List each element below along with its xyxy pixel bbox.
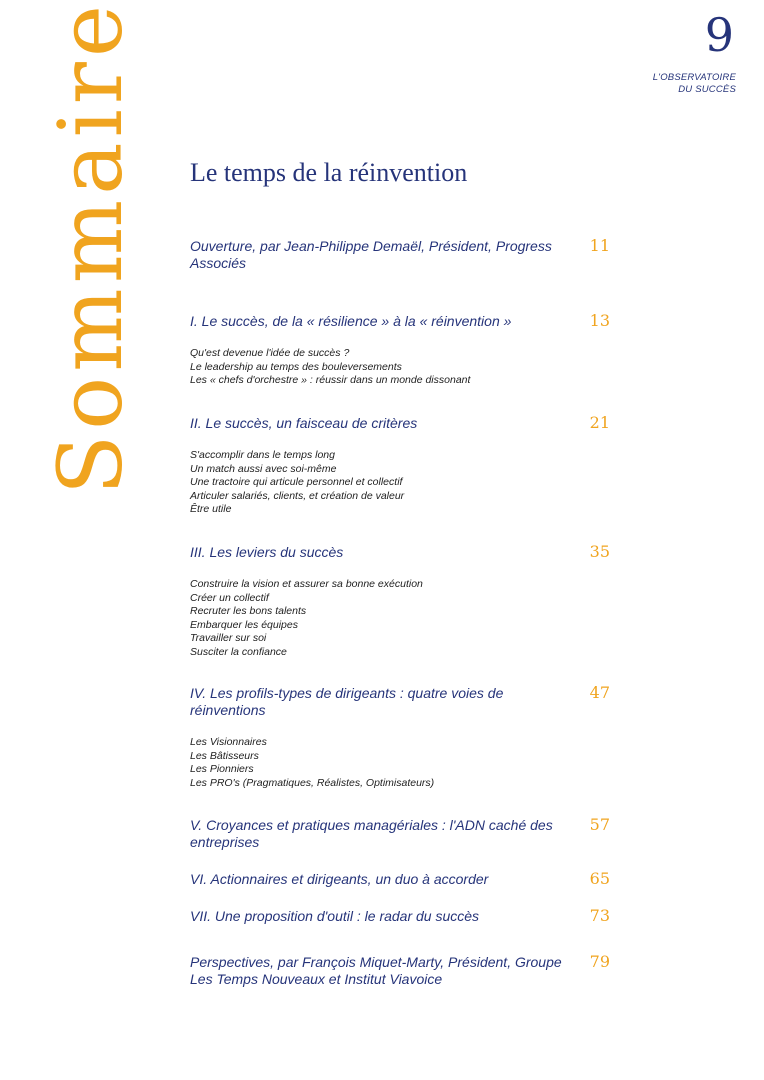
toc-entry-page: 47	[589, 683, 610, 702]
toc-entry-title[interactable]: Perspectives, par François Miquet-Marty, Président, Groupe Les Temps Nouveaux et Institut Viavoice	[190, 954, 562, 987]
toc-subsections	[190, 449, 610, 517]
toc-subsection: Un match aussi avec soi-même	[190, 462, 337, 475]
toc-subsection: Susciter la confiance	[190, 645, 287, 658]
toc-entry-title[interactable]: V. Croyances et pratiques managériales : l'ADN caché des entreprises	[190, 817, 553, 850]
toc-entry[interactable]	[190, 685, 610, 790]
toc-entry-page: 35	[589, 542, 610, 561]
toc-subsection: Être utile	[190, 503, 232, 516]
toc-subsection: Construire la vision et assurer sa bonne exécution	[190, 578, 423, 590]
toc-entry[interactable]	[190, 817, 610, 851]
toc-subsections	[190, 347, 610, 388]
toc-entry-title[interactable]: III. Les leviers du succès	[190, 544, 344, 560]
toc-subsection: Une tractoire qui articule personnel et collectif	[190, 476, 403, 489]
toc-entry-title[interactable]: IV. Les profils-types de dirigeants : quatre voies de réinventions	[190, 685, 504, 718]
toc-subsection: Le leadership au temps des bouleversements	[190, 360, 402, 373]
toc-entry-title[interactable]: I. Le succès, de la « résilience » à la « réinvention »	[190, 313, 512, 329]
toc-entry-page: 57	[589, 815, 610, 834]
toc-subsection: Les PRO's (Pragmatiques, Réalistes, Optimisateurs)	[190, 776, 435, 789]
toc-subsection: Les « chefs d'orchestre » : réussir dans un monde dissonant	[190, 374, 471, 387]
main-title: Le temps de la réinvention	[190, 158, 468, 187]
toc-subsection: Travailler sur soi	[190, 632, 267, 645]
toc-entry[interactable]	[190, 313, 610, 388]
toc-entry-title[interactable]: Ouverture, par Jean-Philippe Demaël, Président, Progress Associés	[190, 238, 552, 271]
toc-entry[interactable]	[190, 908, 610, 925]
toc-entry-page: 65	[589, 869, 610, 888]
toc-subsections	[190, 736, 610, 790]
toc-subsection: Articuler salariés, clients, et création de valeur	[190, 489, 405, 502]
toc-subsection: S'accomplir dans le temps long	[190, 449, 335, 461]
toc-subsection: Créer un collectif	[190, 591, 269, 604]
brand-line-2: DU SUCCÈS	[678, 84, 736, 95]
side-title: Sommaire	[39, 0, 142, 495]
toc-subsection: Les Visionnaires	[190, 736, 267, 748]
toc-entry-page: 21	[589, 413, 610, 432]
toc-subsection: Qu'est devenue l'idée de succès ?	[190, 347, 350, 359]
brand-label	[653, 72, 736, 96]
toc-subsection: Embarquer les équipes	[190, 618, 298, 631]
brand-line-1: L'OBSERVATOIRE	[652, 72, 736, 83]
toc-subsection: Les Pionniers	[190, 763, 254, 776]
toc-entry[interactable]	[190, 415, 610, 517]
toc-entry-title[interactable]: VI. Actionnaires et dirigeants, un duo à accorder	[190, 871, 489, 887]
toc-entry-page: 79	[589, 952, 610, 971]
toc-entry[interactable]	[190, 238, 610, 272]
toc-subsection: Recruter les bons talents	[190, 605, 307, 618]
toc-entry-page: 11	[589, 236, 610, 255]
toc-subsections	[190, 578, 610, 660]
toc-entry[interactable]	[190, 871, 610, 888]
toc-entry[interactable]	[190, 954, 610, 988]
toc-entry-page: 13	[589, 311, 610, 330]
page-number: 9	[704, 8, 734, 62]
toc-entry[interactable]	[190, 544, 610, 660]
toc-entry-page: 73	[589, 906, 610, 925]
toc-subsection: Les Bâtisseurs	[190, 749, 259, 762]
toc-entry-title[interactable]: II. Le succès, un faisceau de critères	[190, 415, 418, 431]
toc-entry-title[interactable]: VII. Une proposition d'outil : le radar du succès	[190, 908, 480, 924]
